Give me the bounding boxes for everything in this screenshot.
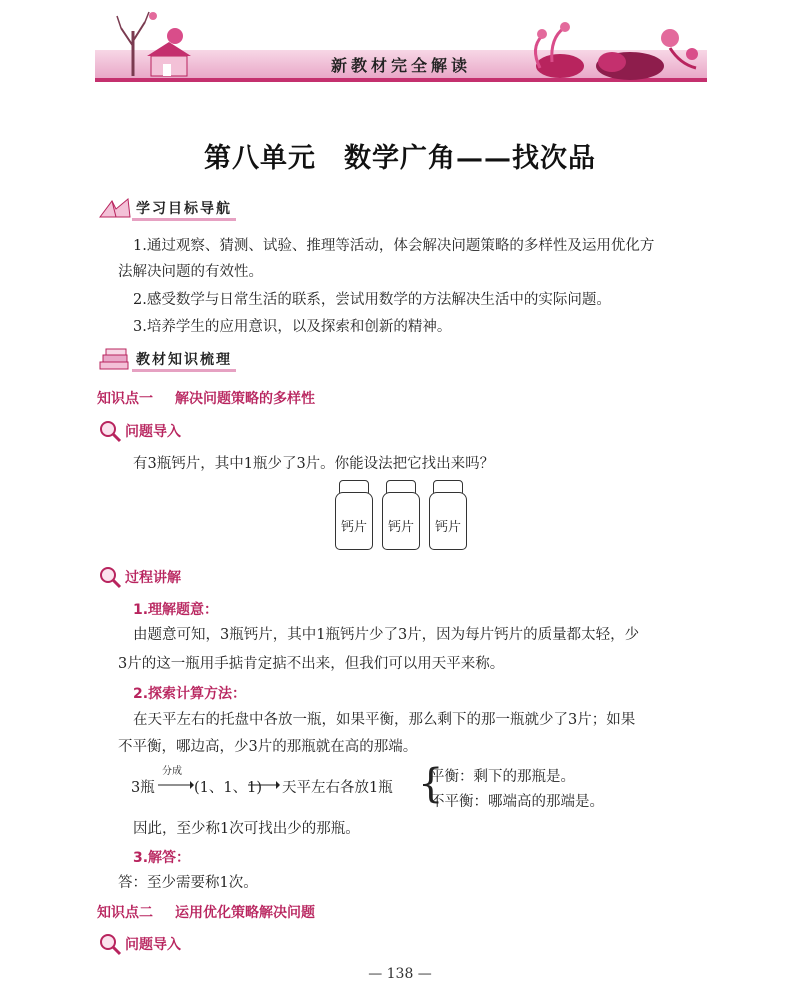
flow-case-unbalanced: 不平衡：哪端高的那端是。 bbox=[430, 794, 604, 810]
step2-line-1: 在天平左右的托盘中各放一瓶，如果平衡，那么剩下的那一瓶就少了3片；如果 bbox=[133, 712, 636, 728]
knowledge-section-head bbox=[98, 348, 236, 372]
goals-section-head bbox=[98, 197, 236, 221]
goal-line-1: 1.通过观察、猜测、试验、推理等活动，体会解决问题策略的多样性及运用优化方 bbox=[133, 238, 655, 254]
brace: { bbox=[418, 761, 444, 807]
plant-illustration bbox=[520, 18, 705, 80]
step1-line-1: 由题意可知，3瓶钙片，其中1瓶钙片少了3片，因为每片钙片的质量都太轻，少 bbox=[133, 627, 640, 643]
step3-heading: 3.解答： bbox=[133, 850, 191, 866]
bottle-label: 钙片 bbox=[434, 520, 461, 535]
magnifier-icon bbox=[97, 419, 123, 443]
conclusion: 因此，至少称1次可找出少的那瓶。 bbox=[133, 821, 360, 837]
magnifier-icon bbox=[97, 932, 123, 956]
folded-paper-icon bbox=[98, 197, 132, 221]
bottle bbox=[335, 480, 373, 550]
goal-line-4: 3.培养学生的应用意识，以及探索和创新的精神。 bbox=[133, 319, 452, 335]
arrow-right-icon bbox=[158, 779, 194, 791]
point2-heading bbox=[97, 902, 315, 922]
flow-start: 3瓶 bbox=[131, 780, 155, 796]
goal-line-2: 法解决问题的有效性。 bbox=[118, 264, 263, 280]
point1-process-heading: 过程讲解 bbox=[125, 570, 181, 586]
arrow-right-icon bbox=[248, 779, 280, 791]
point1-process-head bbox=[97, 565, 181, 589]
step2-line-2: 不平衡，哪边高，少3片的那瓶就在高的那端。 bbox=[118, 739, 418, 755]
step2-heading: 2.探索计算方法： bbox=[133, 686, 247, 702]
magnifier-icon bbox=[97, 565, 123, 589]
point2-title: 运用优化策略解决问题 bbox=[175, 905, 315, 921]
answer: 答：至少需要称1次。 bbox=[118, 875, 258, 891]
books-icon bbox=[98, 348, 132, 372]
page-header bbox=[95, 0, 707, 90]
step1-line-2: 3片的这一瓶用手掂肯定掂不出来，但我们可以用天平来称。 bbox=[118, 656, 505, 672]
point2-intro-heading: 问题导入 bbox=[125, 937, 181, 953]
flow-groups: (1、1、1) bbox=[194, 780, 262, 796]
unit-title: 第八单元 数学广角——找次品 bbox=[204, 143, 596, 174]
knowledge-heading: 教材知识梳理 bbox=[132, 349, 236, 372]
bottle-label: 钙片 bbox=[340, 520, 367, 535]
goal-line-3: 2.感受数学与日常生活的联系，尝试用数学的方法解决生活中的实际问题。 bbox=[133, 292, 611, 308]
point2-intro-head bbox=[97, 932, 181, 956]
flow-middle: 天平左右各放1瓶 bbox=[282, 780, 393, 796]
page-number: — 138 — bbox=[368, 966, 432, 982]
bottle-label: 钙片 bbox=[387, 520, 414, 535]
step1-heading: 1.理解题意： bbox=[133, 602, 219, 618]
flow-case-balanced: 平衡：剩下的那瓶是。 bbox=[430, 769, 575, 785]
point1-title: 解决问题策略的多样性 bbox=[175, 391, 315, 407]
book-title: 新教材完全解读 bbox=[330, 56, 471, 75]
point2-label: 知识点二 bbox=[97, 905, 153, 921]
bottle bbox=[429, 480, 467, 550]
calcium-bottles-figure bbox=[335, 480, 470, 552]
bottle bbox=[382, 480, 420, 550]
point1-question: 有3瓶钙片，其中1瓶少了3片。你能设法把它找出来吗？ bbox=[133, 456, 495, 472]
goals-heading: 学习目标导航 bbox=[132, 198, 236, 221]
point1-heading bbox=[97, 388, 315, 408]
point1-intro-head bbox=[97, 419, 181, 443]
flow-arrow-label: 分成 bbox=[162, 766, 182, 777]
point1-label: 知识点一 bbox=[97, 391, 153, 407]
point1-intro-heading: 问题导入 bbox=[125, 424, 181, 440]
